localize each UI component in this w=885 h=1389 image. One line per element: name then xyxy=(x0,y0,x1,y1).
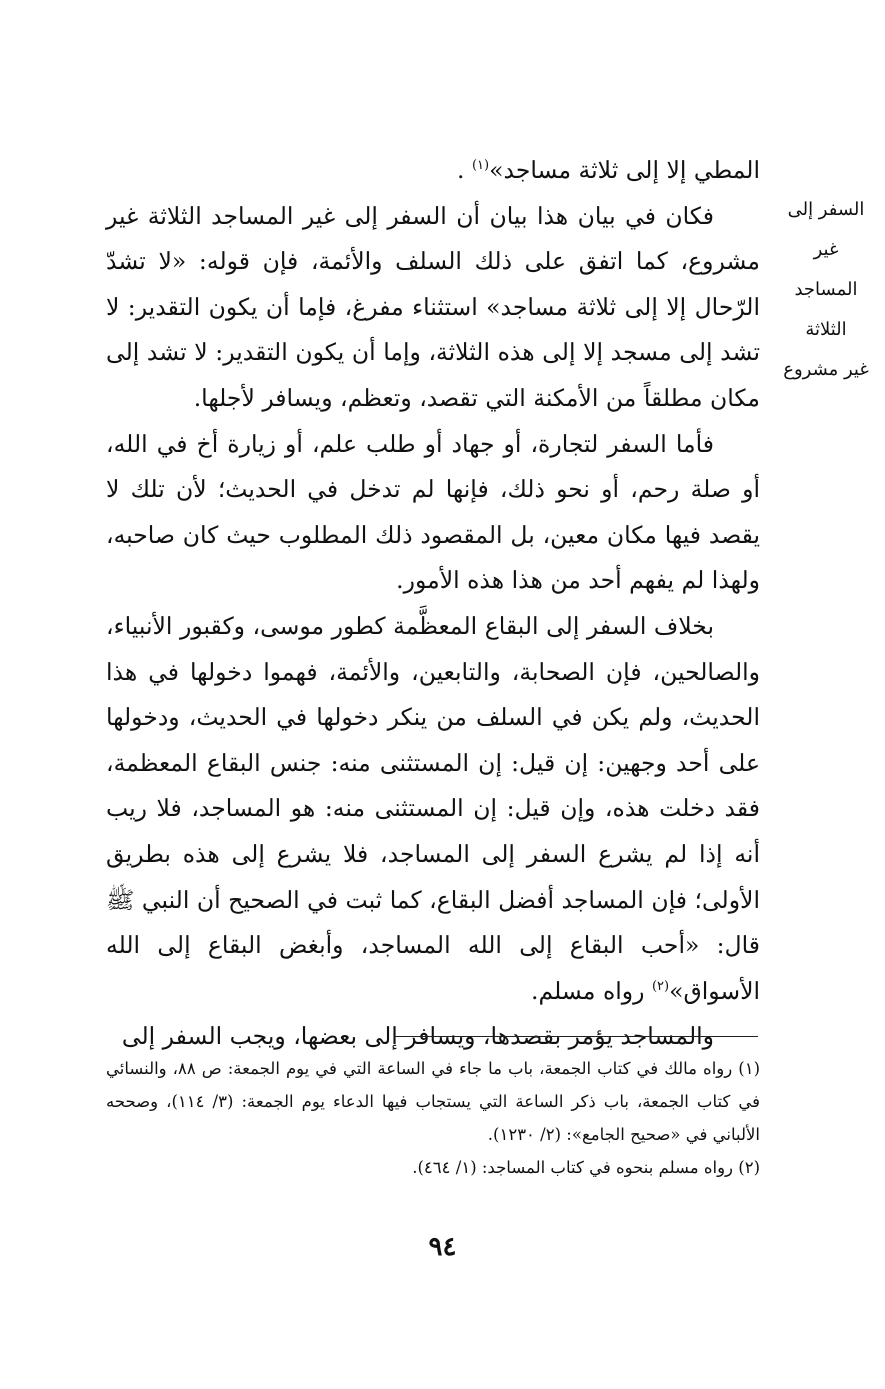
paragraph: فأما السفر لتجارة، أو جهاد أو طلب علم، أو زيارة أخ في الله، أو صلة رحم، أو نحو ذلك، فإنها لم تدخل في الحديث؛ لأن تلك لا يقصد فيها مكان معين، بل المقصود ذلك المطلوب حيث كان صاحبه، ولهذا لم يفهم أحد من هذا هذه الأمور. xyxy=(106,429,760,595)
paragraph-text: بخلاف السفر إلى البقاع المعظَّمة كطور موسى، وكقبور الأنبياء، والصالحين، فإن الصحابة، والتابعين، والأئمة، فهموا دخولها في هذا الحديث، ولم يكن في السلف من ينكر دخولها في الحديث، ودخولها على أحد وجهين: إن قيل: إن المستثنى منه: جنس البقاع المعظمة، فقد دخلت هذه، وإن قيل: إن المستثنى منه: هو المساجد، فلا ريب أنه إذا لم يشرع السفر إلى المساجد، فلا يشرع إلى هذه بطريق الأولى؛ فإن المساجد أفضل البقاع، كما ثبت في الصحيح أن النبي ﷺ قال: «أحب البقاع إلى الله المساجد، وأبغض البقاع إلى الله الأسواق» xyxy=(106,611,760,1005)
paragraph: والمساجد يؤمر بقصدها، ويسافر إلى بعضها، ويجب السفر إلى xyxy=(121,1022,714,1051)
footnote-divider xyxy=(394,1036,758,1037)
margin-note-line: المساجد الثلاثة xyxy=(794,279,858,340)
margin-note xyxy=(775,190,877,390)
paragraph: فكان في بيان هذا بيان أن السفر إلى غير المساجد الثلاثة غير مشروع، كما اتفق على ذلك السلف والأئمة، فإن قوله: «لا تشدّ الرّحال إلا إلى ثلاثة مساجد» استثناء مفرغ، فإما أن يكون التقدير: لا تشد إلى مسجد إلا إلى هذه الثلاثة، وإما أن يكون التقدير: لا تشد إلى مكان مطلقاً من الأمكنة التي تقصد، وتعظم، ويسافر لأجلها. xyxy=(106,201,760,412)
page-number: ٩٤ xyxy=(428,1232,457,1262)
main-text xyxy=(106,148,760,1060)
paragraph-text: رواه مسلم. xyxy=(531,976,652,1005)
footnotes xyxy=(106,1052,760,1184)
footnote-ref[interactable]: (١) xyxy=(471,158,490,174)
paragraph-text: . xyxy=(457,156,472,184)
margin-note-line: السفر إلى غير xyxy=(787,199,865,260)
margin-note-line: غير مشروع xyxy=(783,359,869,380)
footnote-ref[interactable]: (٢) xyxy=(651,978,670,994)
paragraph xyxy=(106,604,760,1014)
footnote: (١) رواه مالك في كتاب الجمعة، باب ما جاء في الساعة التي في يوم الجمعة: ص ٨٨، والنسائي في كتاب الجمعة، باب ذكر الساعة التي يستجاب فيها الدعاء يوم الجمعة: (٣/ ١١٤)، وصححه الألباني في «صحيح الجامع»: (٢/ ١٢٣٠). xyxy=(106,1059,760,1144)
paragraph xyxy=(106,148,760,194)
footnote: (٢) رواه مسلم بنحوه في كتاب المساجد: (١/ ٤٦٤). xyxy=(412,1158,760,1177)
paragraph-text: المطي إلا إلى ثلاثة مساجد» xyxy=(489,156,760,184)
